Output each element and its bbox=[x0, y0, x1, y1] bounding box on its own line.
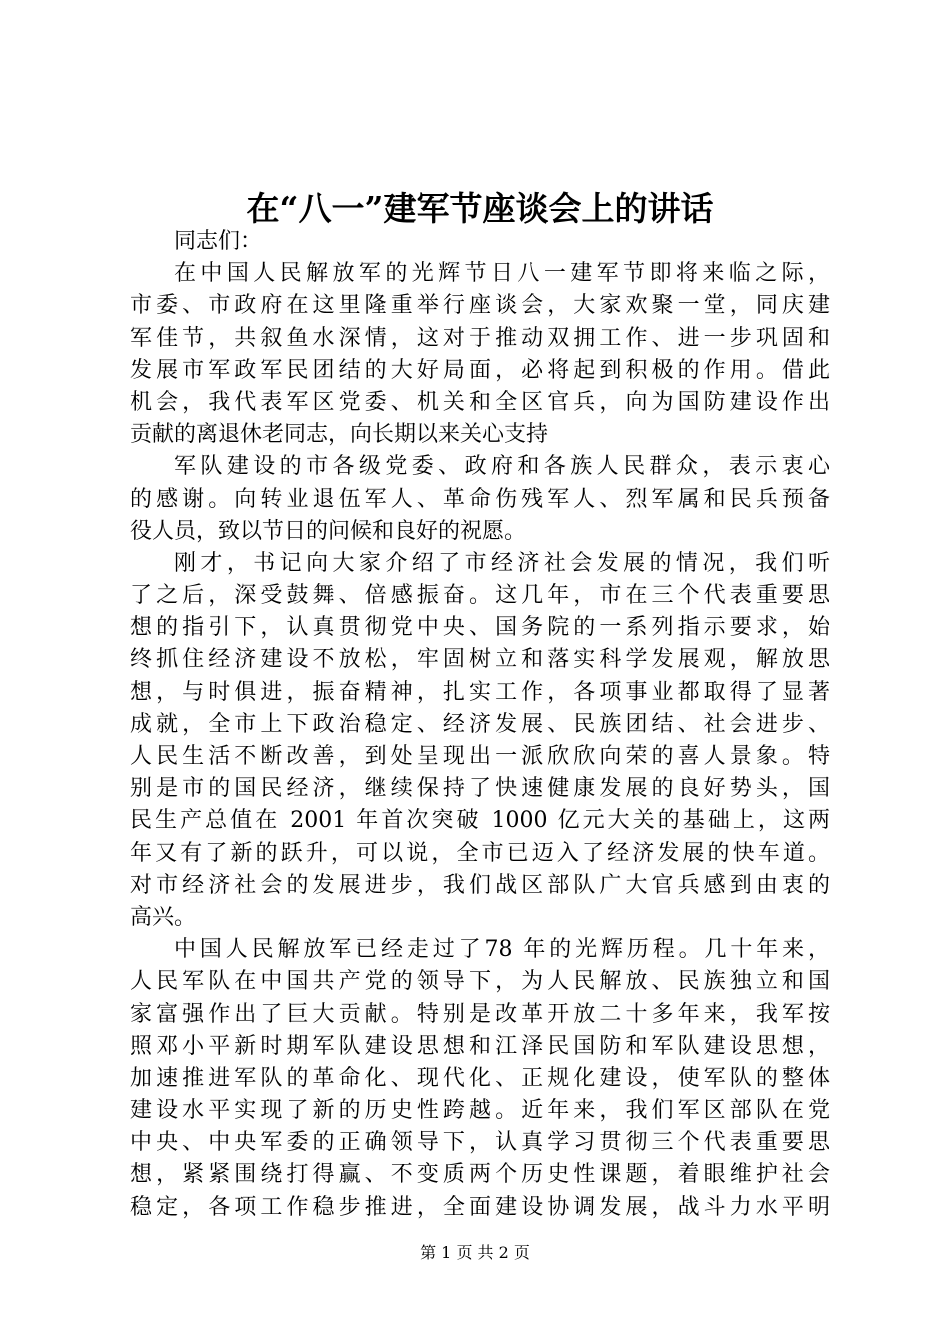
text-line-content: 民生产总值在 2001 年首次突破 1000 亿元大关的基础上，这两 bbox=[130, 808, 830, 834]
text-line-content: 发展市军政军民团结的大好局面，必将起到积极的作用。借此 bbox=[130, 357, 830, 383]
text-line bbox=[130, 290, 830, 322]
text-line-content: 稳定，各项工作稳步推进，全面建设协调发展，战斗力水平明 bbox=[130, 1194, 830, 1220]
text-line-content: 照邓小平新时期军队建设思想和江泽民国防和军队建设思想， bbox=[130, 1033, 830, 1059]
text-line-content: 贡献的离退休老同志，向长期以来关心支持 bbox=[130, 422, 549, 448]
text-line-content: 的感谢。向转业退伍军人、革命伤残军人、烈军属和民兵预备 bbox=[130, 486, 830, 512]
text-line bbox=[130, 902, 830, 934]
text-line bbox=[130, 934, 830, 966]
text-line-content: 刚才，书记向大家介绍了市经济社会发展的情况，我们听 bbox=[174, 550, 830, 576]
text-line-content: 役人员，致以节日的问候和良好的祝愿。 bbox=[130, 518, 527, 544]
text-line-content: 在中国人民解放军的光辉节日八一建军节即将来临之际， bbox=[174, 261, 830, 287]
text-line-content: 别是市的国民经济，继续保持了快速健康发展的良好势头，国 bbox=[130, 776, 830, 802]
text-line-content: 想，与时俱进，振奋精神，扎实工作，各项事业都取得了显著 bbox=[130, 679, 830, 705]
text-line-content: 年又有了新的跃升，可以说，全市已迈入了经济发展的快车道。 bbox=[130, 840, 830, 866]
page-footer: 第 1 页 共 2 页 bbox=[420, 1243, 530, 1262]
text-line-content: 终抓住经济建设不放松，牢固树立和落实科学发展观，解放思 bbox=[130, 647, 830, 673]
text-line-content: 人民生活不断改善，到处呈现出一派欣欣向荣的喜人景象。特 bbox=[130, 744, 830, 769]
text-line-content: 想，紧紧围绕打得赢、不变质两个历史性课题，着眼维护社会 bbox=[130, 1162, 830, 1188]
text-line bbox=[130, 451, 830, 483]
text-line-content: 同志们： bbox=[174, 229, 263, 254]
text-line-content: 军佳节，共叙鱼水深情，这对于推动双拥工作、进一步巩固和 bbox=[130, 325, 830, 351]
text-line-content: 想的指引下，认真贯彻党中央、国务院的一系列指示要求，始 bbox=[130, 615, 830, 641]
text-line bbox=[130, 1031, 830, 1063]
text-line bbox=[130, 323, 830, 355]
text-line bbox=[130, 355, 830, 387]
text-line-content: 中央、中央军委的正确领导下，认真学习贯彻三个代表重要思 bbox=[130, 1130, 830, 1156]
text-line bbox=[130, 516, 830, 548]
text-line-content: 了之后，深受鼓舞、倍感振奋。这几年，市在三个代表重要思 bbox=[130, 583, 830, 609]
text-line-content: 机会，我代表军区党委、机关和全区官兵，向为国防建设作出 bbox=[130, 389, 830, 415]
text-line-content: 中国人民解放军已经走过了78 年的光辉历程。几十年来， bbox=[174, 937, 830, 963]
text-line-content: 市委、市政府在这里隆重举行座谈会，大家欢聚一堂，同庆建 bbox=[130, 293, 830, 319]
text-line bbox=[130, 709, 830, 741]
text-line-content: 建设水平实现了新的历史性跨越。近年来，我们军区部队在党 bbox=[130, 1098, 830, 1124]
text-line bbox=[130, 580, 830, 612]
text-line bbox=[130, 677, 830, 709]
text-line bbox=[130, 870, 830, 902]
text-line bbox=[130, 1063, 830, 1095]
text-line bbox=[130, 548, 830, 580]
text-line bbox=[130, 1127, 830, 1159]
text-line-content: 军队建设的市各级党委、政府和各族人民群众，表示衷心 bbox=[174, 454, 830, 480]
text-line bbox=[130, 773, 830, 805]
text-line-content: 人民军队在中国共产党的领导下，为人民解放、民族独立和国 bbox=[130, 969, 830, 995]
text-line bbox=[130, 1159, 830, 1191]
text-line-content: 家富强作出了巨大贡献。特别是改革开放二十多年来，我军按 bbox=[130, 1001, 830, 1027]
text-line-content: 高兴。 bbox=[130, 904, 197, 930]
text-line bbox=[130, 966, 830, 998]
text-line bbox=[130, 741, 830, 773]
text-line bbox=[130, 612, 830, 644]
text-line-content: 加速推进军队的革命化、现代化、正规化建设，使军队的整体 bbox=[130, 1065, 830, 1091]
text-line bbox=[130, 387, 830, 419]
text-line bbox=[130, 1192, 830, 1224]
text-line bbox=[130, 258, 830, 290]
text-line bbox=[130, 999, 830, 1031]
text-line-content: 成就，全市上下政治稳定、经济发展、民族团结、社会进步、 bbox=[130, 711, 830, 737]
text-line-content: 对市经济社会的发展进步，我们战区部队广大官兵感到由衷的 bbox=[130, 872, 830, 898]
text-line bbox=[130, 644, 830, 676]
text-line bbox=[130, 484, 830, 516]
text-line bbox=[130, 419, 830, 451]
text-line bbox=[130, 805, 830, 837]
text-line bbox=[130, 838, 830, 870]
text-line bbox=[130, 226, 830, 258]
document-title: 在“八一”建军节座谈会上的讲话 bbox=[246, 189, 714, 228]
text-line bbox=[130, 1095, 830, 1127]
document-body bbox=[130, 226, 830, 1224]
